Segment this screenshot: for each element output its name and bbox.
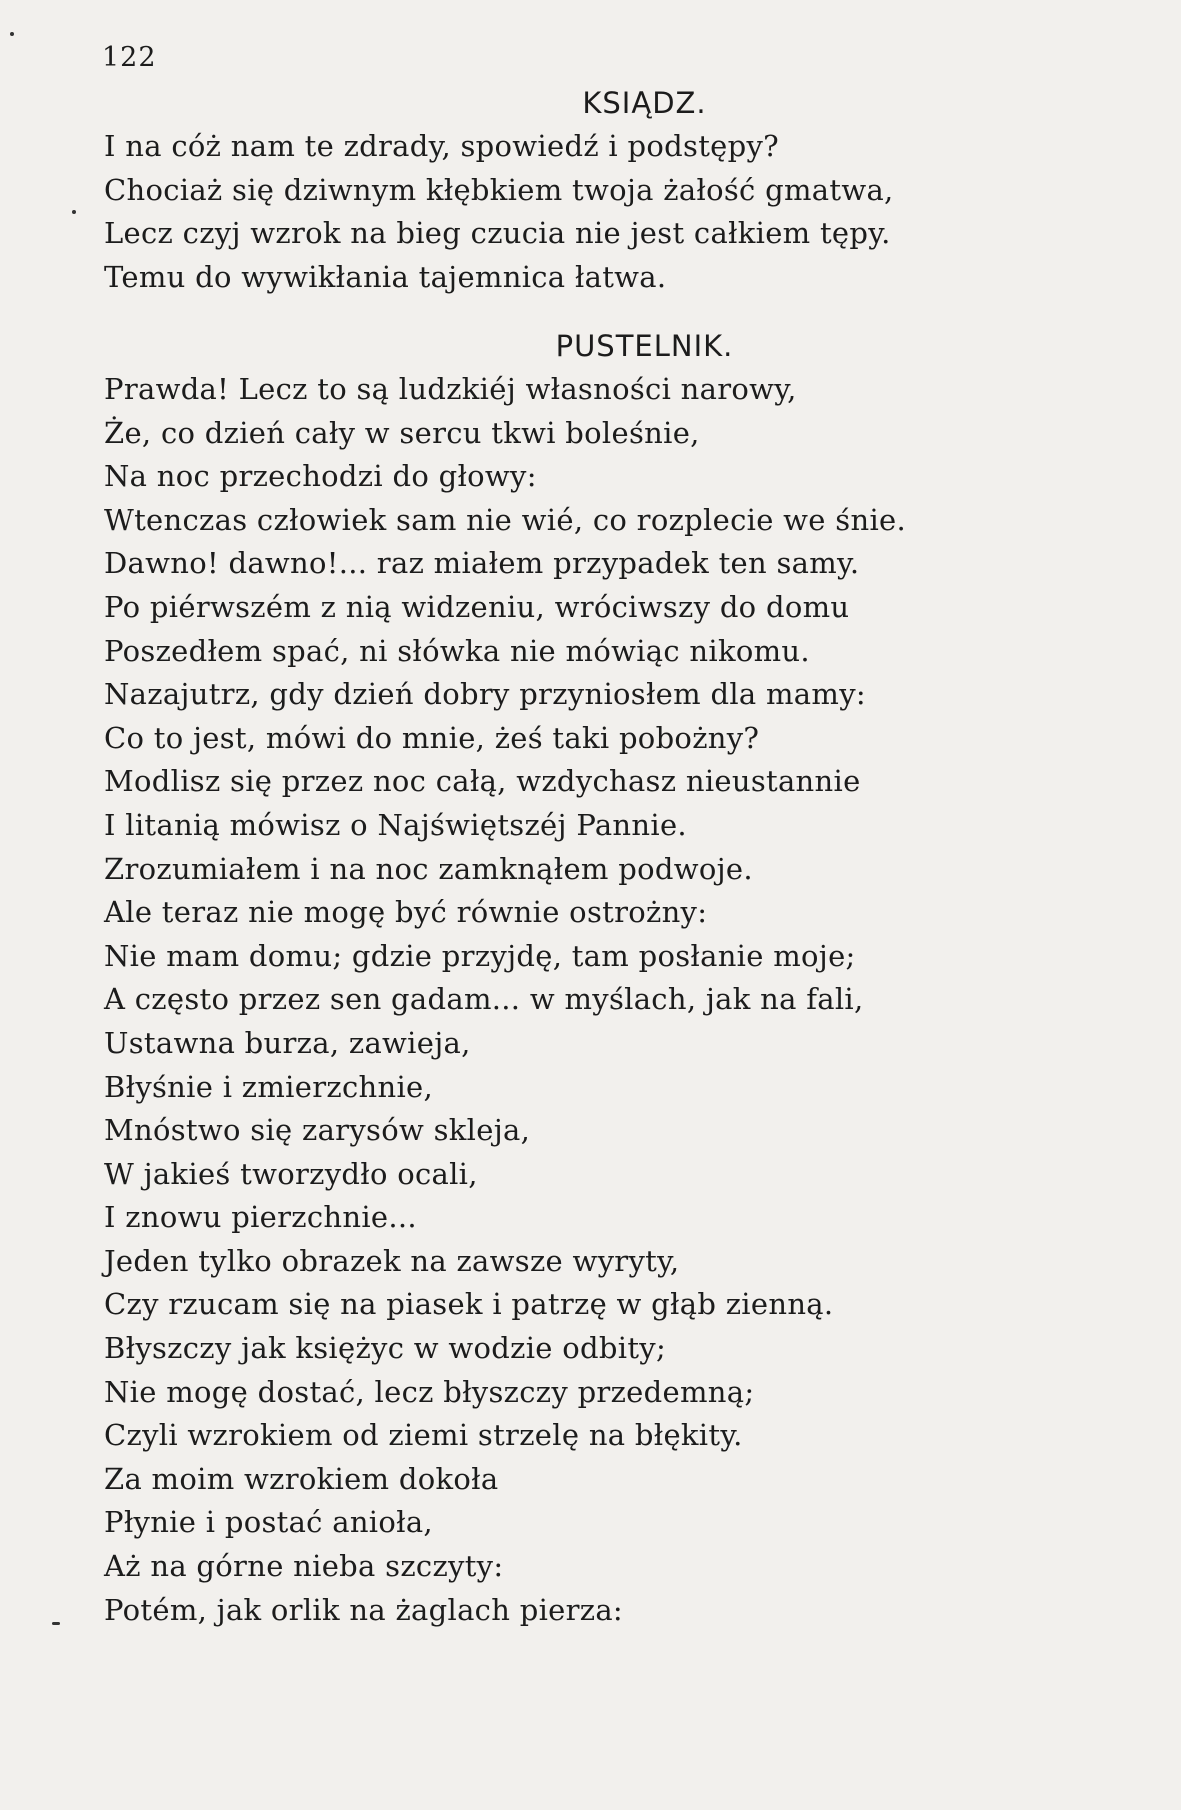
stanza-ksiadz <box>104 125 894 299</box>
verse-line: Ustawna burza, zawieja, <box>104 1025 471 1060</box>
verse-line: Potém, jak orlik na żaglach pierza: <box>104 1592 624 1627</box>
verse-line: Wtenczas człowiek sam nie wié, co rozplecie we śnie. <box>104 502 906 537</box>
verse-line: I znowu pierzchnie... <box>104 1200 417 1235</box>
verse-line: Że, co dzień cały w sercu tkwi boleśnie, <box>104 415 700 450</box>
verse-line: Po piérwszém z nią widzeniu, wróciwszy do domu <box>104 589 850 624</box>
verse-line: Ale teraz nie mogę być równie ostrożny: <box>104 895 708 930</box>
verse-line: Nazajutrz, gdy dzień dobry przyniosłem dla mamy: <box>104 677 866 712</box>
verse-line: Płynie i postać anioła, <box>104 1505 433 1540</box>
verse-line: Zrozumiałem i na noc zamknąłem podwoje. <box>104 851 753 886</box>
stanza-pustelnik <box>104 368 906 1632</box>
verse-line: Nie mogę dostać, lecz błyszczy przedemną; <box>104 1374 755 1409</box>
verse-line: A często przez sen gadam... w myślach, jak na fali, <box>104 982 864 1017</box>
margin-speck <box>10 32 14 36</box>
page-number: 122 <box>102 42 157 73</box>
verse-line: Błyszczy jak księżyc w wodzie odbity; <box>104 1331 667 1366</box>
verse-line: Nie mam domu; gdzie przyjdę, tam posłanie moje; <box>104 938 856 973</box>
verse-line: Błyśnie i zmierzchnie, <box>104 1069 434 1104</box>
verse-line: Poszedłem spać, ni słówka nie mówiąc nikomu. <box>104 633 810 668</box>
verse-line: Za moim wzrokiem dokoła <box>104 1461 499 1496</box>
verse-line: I na cóż nam te zdrady, spowiedź i podstępy? <box>104 129 780 163</box>
verse-line: Mnóstwo się zarysów skleja, <box>104 1113 531 1148</box>
verse-line: Temu do wywikłania tajemnica łatwa. <box>104 259 667 294</box>
verse-line: Lecz czyj wzrok na bieg czucia nie jest całkiem tępy. <box>104 216 891 251</box>
verse-line: Co to jest, mówi do mnie, żeś taki pobożny? <box>104 720 760 755</box>
speaker-heading-pustelnik: PUSTELNIK. <box>555 329 734 363</box>
margin-speck <box>72 210 76 214</box>
margin-speck <box>52 1622 60 1625</box>
verse-line: Chociaż się dziwnym kłębkiem twoja żałość gmatwa, <box>104 172 894 207</box>
verse-line: Jeden tylko obrazek na zawsze wyryty, <box>104 1243 680 1278</box>
verse-line: Dawno! dawno!... raz miałem przypadek ten samy. <box>104 546 860 581</box>
verse-line: Prawda! Lecz to są ludzkiéj własności narowy, <box>104 372 797 406</box>
verse-line: Czy rzucam się na piasek i patrzę w głąb zienną. <box>104 1287 834 1322</box>
verse-line: I litanią mówisz o Najświętszéj Pannie. <box>104 807 687 842</box>
speaker-heading-ksiadz: KSIĄDZ. <box>582 86 707 120</box>
verse-line: Modlisz się przez noc całą, wzdychasz nieustannie <box>104 764 861 799</box>
verse-line: Na noc przechodzi do głowy: <box>104 459 537 494</box>
verse-line: W jakieś tworzydło ocali, <box>104 1156 478 1191</box>
verse-line: Aż na górne nieba szczyty: <box>104 1549 504 1584</box>
verse-line: Czyli wzrokiem od ziemi strzelę na błękity. <box>104 1418 743 1453</box>
